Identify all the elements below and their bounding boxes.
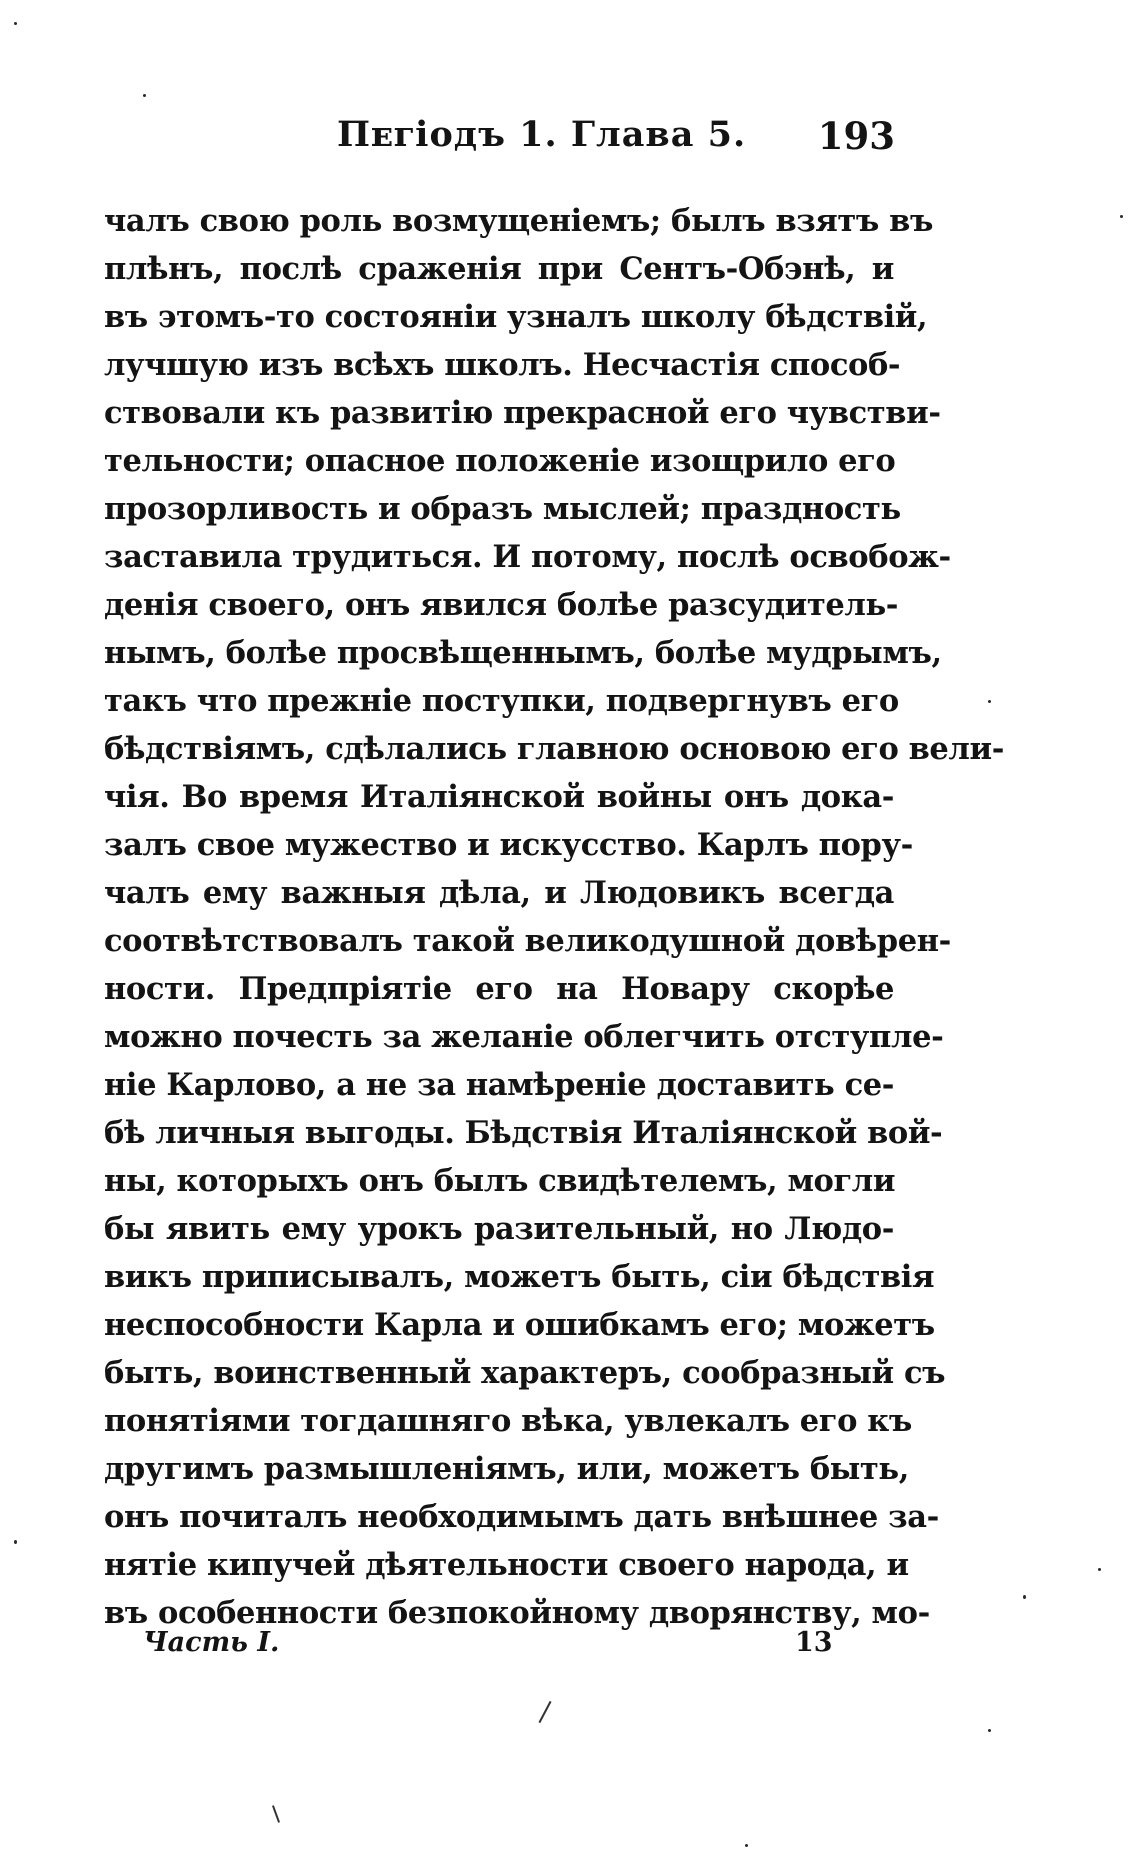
scan-speck bbox=[1098, 1568, 1101, 1571]
scan-speck bbox=[1023, 1595, 1026, 1599]
text-line: заставила трудиться. И потому, послѣ освобож- bbox=[104, 539, 951, 575]
text-line: нымъ, болѣе просвѣщеннымъ, болѣе мудрымъ, bbox=[104, 635, 942, 671]
text-line: ны, которыхъ онъ былъ свидѣтелемъ, могли bbox=[104, 1163, 896, 1199]
text-line: понятіями тогдашняго вѣка, увлекалъ его къ bbox=[104, 1403, 912, 1439]
scan-speck bbox=[14, 22, 17, 25]
running-head: Пᴇᴦіодъ 1. Глава 5. bbox=[337, 114, 747, 155]
scan-speck bbox=[988, 700, 991, 703]
text-line: другимъ размышленіямъ, или, можетъ быть, bbox=[104, 1451, 909, 1487]
text-line: въ этомъ-то состояніи узналъ школу бѣдствій, bbox=[104, 299, 928, 335]
signature-number: 13 bbox=[795, 1627, 833, 1658]
text-line: ствовали къ развитію прекрасной его чувстви- bbox=[104, 395, 941, 431]
scan-speck bbox=[1120, 215, 1123, 218]
scan-speck bbox=[143, 94, 146, 97]
text-line: можно почесть за желаніе облегчить отступле- bbox=[104, 1019, 944, 1055]
text-line: денія своего, онъ явился болѣе разсудитель- bbox=[104, 587, 899, 623]
text-line: викъ приписывалъ, можетъ быть, сіи бѣдствія bbox=[104, 1259, 935, 1295]
signature-mark: Часть I. bbox=[143, 1627, 280, 1658]
page-number: 193 bbox=[817, 114, 895, 158]
page-footer bbox=[115, 1627, 835, 1667]
text-line: неспособности Карла и ошибкамъ его; можетъ bbox=[104, 1307, 935, 1343]
scan-mark bbox=[538, 1701, 551, 1723]
text-line: лучшую изъ всѣхъ школъ. Несчастія способ- bbox=[104, 347, 901, 383]
body-text bbox=[104, 197, 1005, 1637]
text-line: плѣнъ, послѣ сраженія при Сентъ-Обэнѣ, и bbox=[104, 251, 894, 287]
text-line: прозорливость и образъ мыслей; праздность bbox=[104, 491, 901, 527]
scan-speck bbox=[745, 1844, 748, 1847]
text-line: бы явить ему урокъ разительный, но Людо- bbox=[104, 1211, 894, 1247]
text-line: нятіе кипучей дѣятельности своего народа, и bbox=[104, 1547, 909, 1583]
text-line: ности. Предпріятіе его на Новару скорѣе bbox=[104, 971, 894, 1007]
text-line: онъ почиталъ необходимымъ дать внѣшнее за- bbox=[104, 1499, 939, 1535]
text-line: соотвѣтствовалъ такой великодушной довѣрен- bbox=[104, 923, 951, 959]
scan-speck bbox=[988, 1729, 991, 1732]
text-line: бѣ личныя выгоды. Бѣдствія Италіянской вой- bbox=[104, 1115, 943, 1151]
scan-mark bbox=[272, 1805, 280, 1823]
scan-speck bbox=[14, 1540, 17, 1544]
text-line: такъ что прежніе поступки, подвергнувъ его bbox=[104, 683, 899, 719]
text-line: чалъ ему важныя дѣла, и Людовикъ всегда bbox=[104, 875, 894, 911]
page-header bbox=[105, 114, 895, 164]
text-line: въ особенности безпокойному дворянству, мо- bbox=[104, 1595, 930, 1631]
text-line: чія. Во время Италіянской войны онъ дока- bbox=[104, 779, 894, 815]
text-line: ніе Карлово, а не за намѣреніе доставить се- bbox=[104, 1067, 894, 1103]
text-line: бѣдствіямъ, сдѣлались главною основою его вели- bbox=[104, 731, 1005, 767]
text-line: тельности; опасное положеніе изощрило его bbox=[104, 443, 896, 479]
text-line: залъ свое мужество и искусство. Карлъ пору- bbox=[104, 827, 913, 863]
text-line: чалъ свою роль возмущеніемъ; былъ взятъ въ bbox=[104, 203, 933, 239]
text-line: быть, воинственный характеръ, сообразный съ bbox=[104, 1355, 946, 1391]
